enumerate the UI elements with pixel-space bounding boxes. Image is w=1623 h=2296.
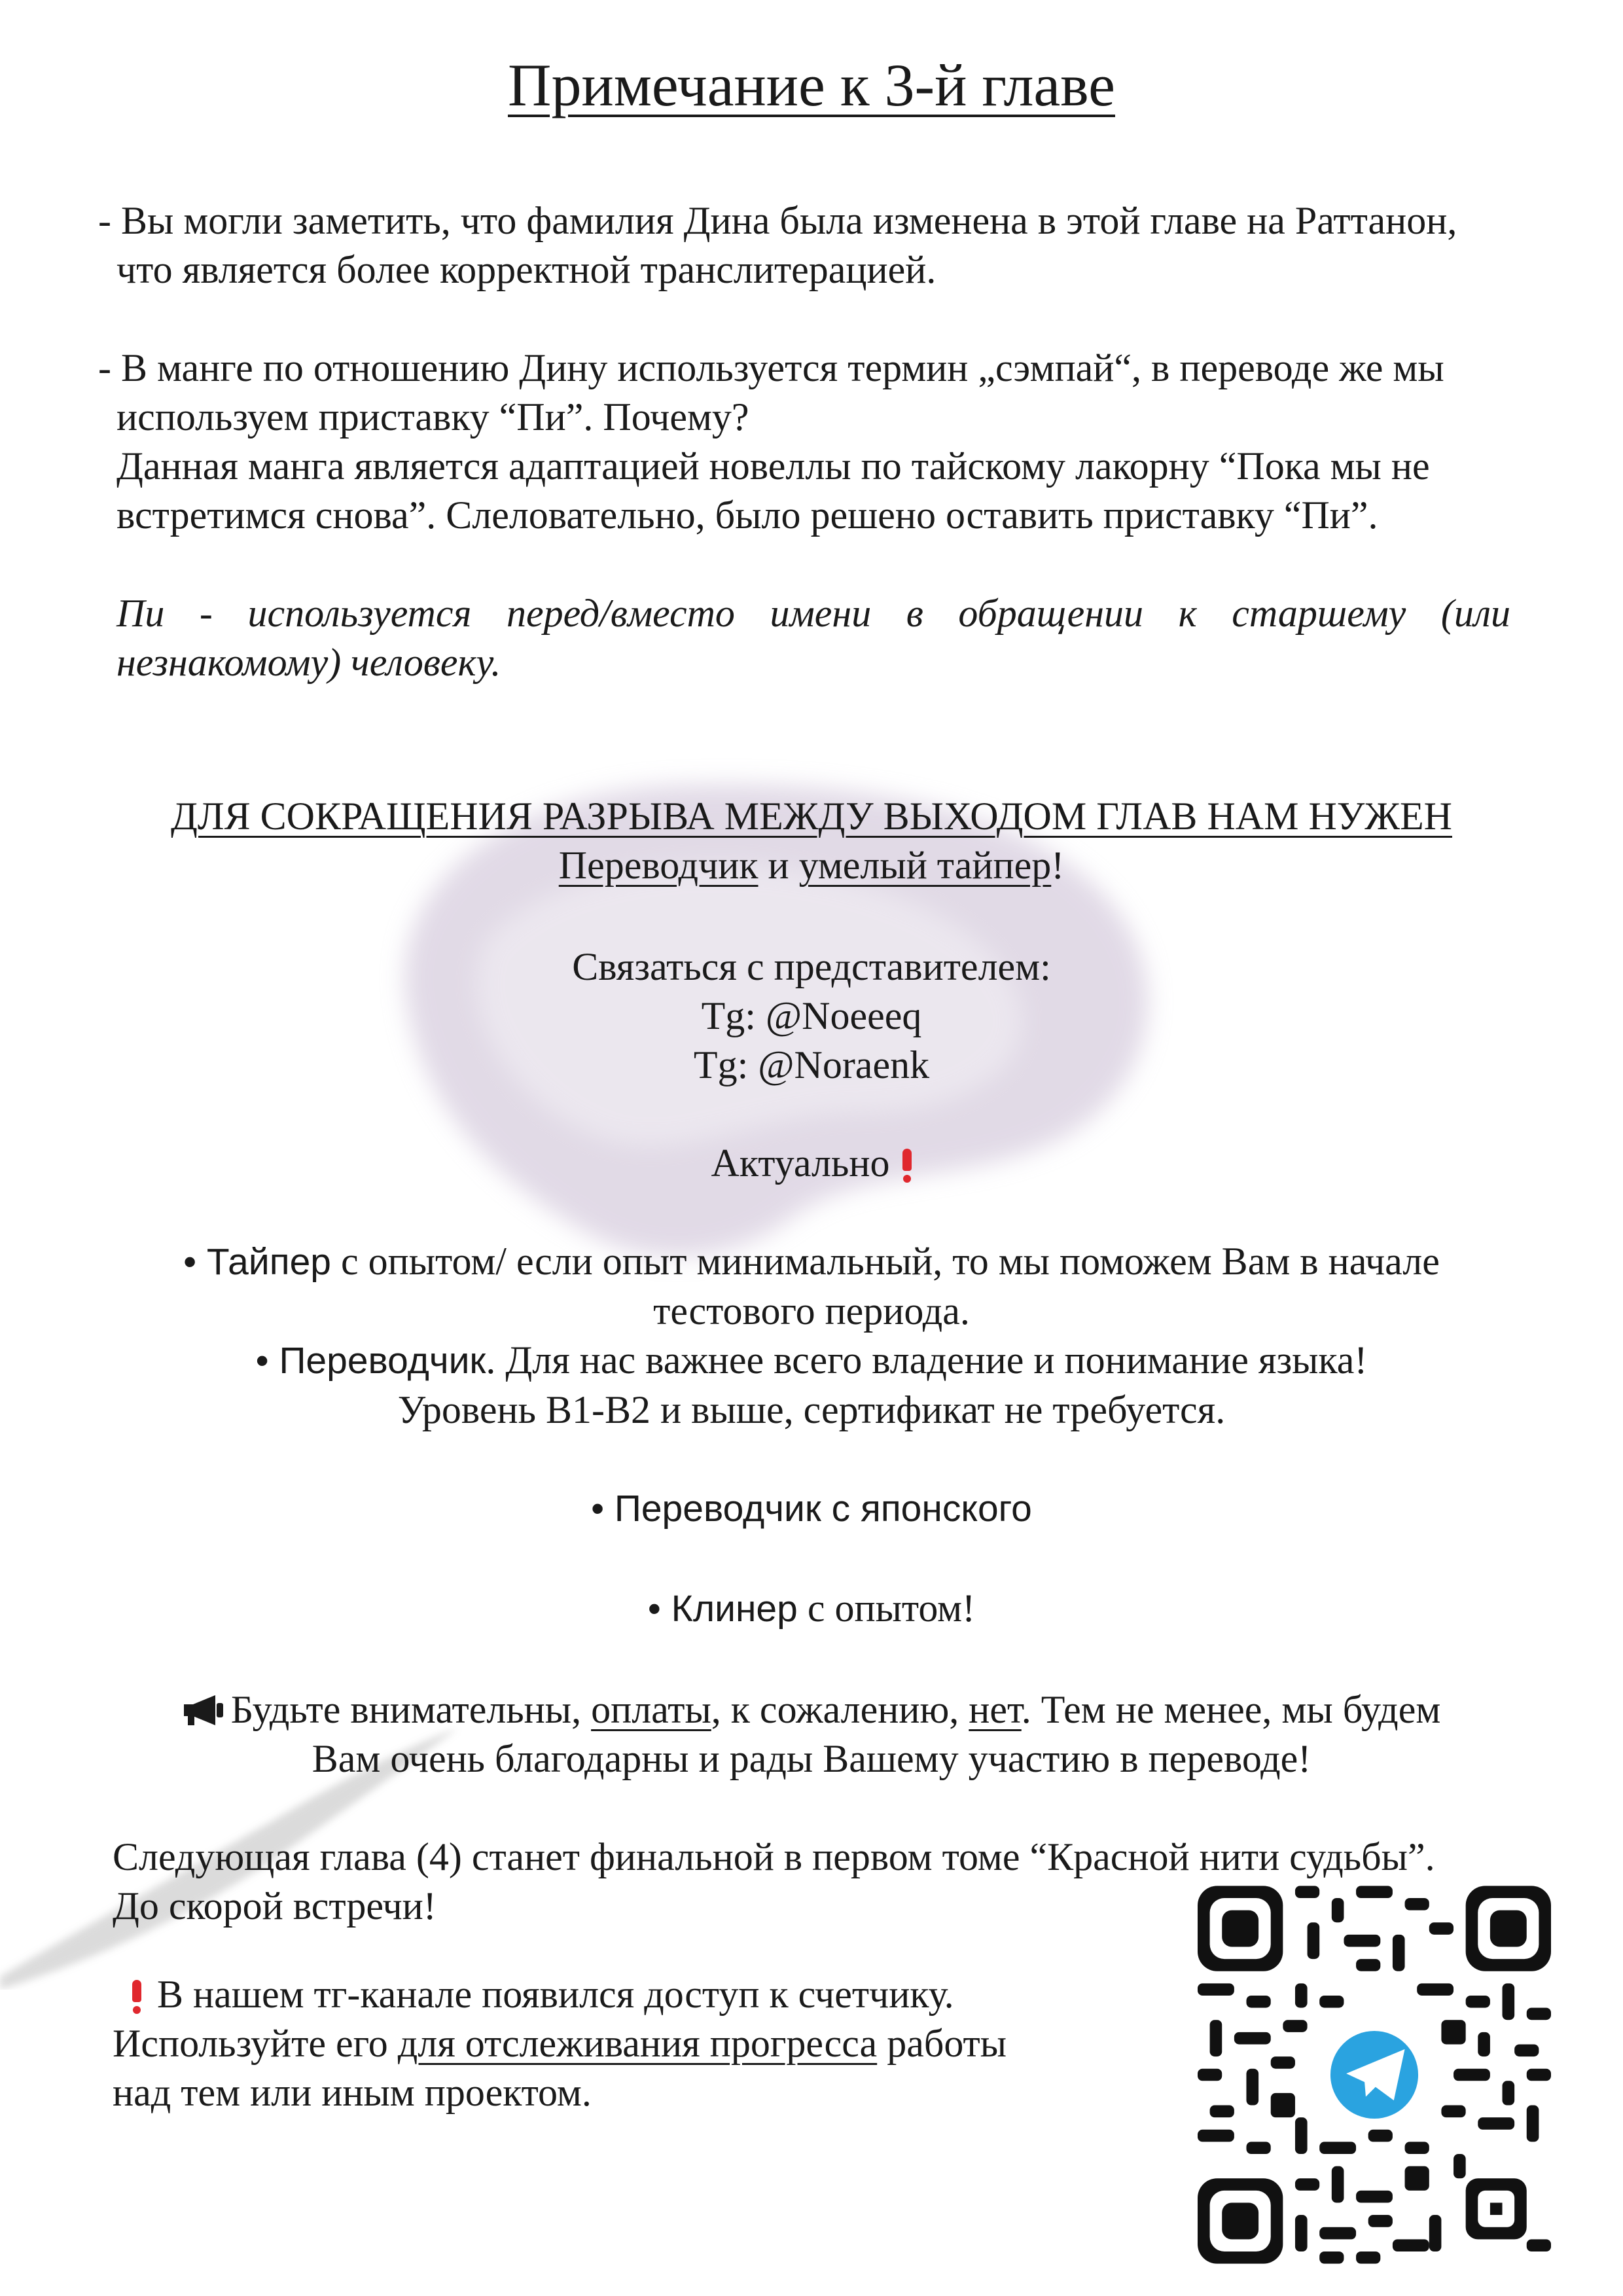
next-chapter-line1: Следующая глава (4) станет финальной в первом томе “Красной нити судьбы”. xyxy=(113,1835,1435,1878)
position-typer-desc2: тестового периода. xyxy=(653,1289,970,1333)
definition-line1: Пи - используется перед/вместо имени в обращении к старшему (или xyxy=(116,592,1510,635)
telegram-icon xyxy=(1321,2021,1428,2128)
actual-line xyxy=(0,1139,1623,1188)
payment-text-3: . Тем не менее, мы будем xyxy=(1021,1688,1441,1731)
note-prefix-line4: встретимся снова”. Слеловательно, было решено оставить приставку “Пи”. xyxy=(116,493,1378,537)
note-surname xyxy=(98,196,1531,295)
position-translator-desc: . Для нас важнее всего владение и понимание языка! xyxy=(486,1338,1368,1382)
payment-note xyxy=(0,1685,1623,1784)
position-translator: • Переводчик xyxy=(255,1340,486,1382)
exclamation-icon xyxy=(902,1149,912,1180)
position-typer: • Тайпер xyxy=(183,1241,331,1283)
payment-text-2: , к сожалению, xyxy=(711,1688,969,1731)
and-text: и xyxy=(768,844,789,887)
counter-line1: В нашем тг-канале появился доступ к счетчику. xyxy=(157,1973,954,2016)
typer-link[interactable]: умелый тайпер xyxy=(798,844,1052,887)
position-translator-desc2: Уровень B1-B2 и выше, сертификат не требуется. xyxy=(397,1388,1226,1431)
megaphone-icon xyxy=(183,1694,226,1727)
contact-tg-noeeeq[interactable]: Tg: @Noeeeq xyxy=(701,994,922,1037)
exclamation-icon xyxy=(132,1980,141,2011)
recruit-heading xyxy=(0,792,1623,890)
position-japanese-row xyxy=(0,1484,1623,1534)
position-cleaner-desc: с опытом! xyxy=(797,1587,976,1630)
recruit-heading-text: ДЛЯ СОКРАЩЕНИЯ РАЗРЫВА МЕЖДУ ВЫХОДОМ ГЛАВ НАМ НУЖЕН xyxy=(171,795,1452,838)
positions-list xyxy=(0,1237,1623,1435)
translator-link[interactable]: Переводчик xyxy=(558,844,758,887)
payment-word: оплаты xyxy=(591,1688,711,1731)
note-surname-line2: что является более корректной транслитерацией. xyxy=(116,248,936,291)
counter-line3: над тем или иным проектом. xyxy=(113,2071,592,2114)
payment-no-word: нет xyxy=(969,1688,1022,1731)
contact-tg-noraenk[interactable]: Tg: @Noraenk xyxy=(693,1043,930,1086)
contacts xyxy=(0,942,1623,1090)
payment-text-1: Будьте внимательны, xyxy=(230,1688,592,1731)
note-prefix-line3: Данная манга является адаптацией новеллы по тайскому лакорну “Пока мы не xyxy=(116,444,1430,488)
qr-code[interactable] xyxy=(1198,1885,1551,2265)
contact-label: Связаться с представителем: xyxy=(572,945,1051,988)
note-prefix xyxy=(98,344,1531,540)
position-cleaner: • Клинер xyxy=(647,1588,798,1630)
progress-link[interactable]: для отслеживания прогресса xyxy=(397,2022,878,2065)
next-chapter-line2: До скорой встречи! xyxy=(113,1884,437,1928)
position-cleaner-row xyxy=(0,1584,1623,1634)
note-surname-line1: - Вы могли заметить, что фамилия Дина была изменена в этой главе на Раттанон, xyxy=(98,199,1457,242)
payment-line2: Вам очень благодарны и рады Вашему участию в переводе! xyxy=(312,1737,1311,1780)
position-typer-desc: с опытом/ если опыт минимальный, то мы поможем Вам в начале xyxy=(330,1240,1440,1283)
note-prefix-line2: используем приставку “Пи”. Почему? xyxy=(116,395,749,439)
page-title: Примечание к 3-й главе xyxy=(508,52,1115,118)
counter-line2b: работы xyxy=(877,2022,1007,2065)
counter-note xyxy=(113,1970,1160,2117)
actual-label: Актуально xyxy=(711,1141,890,1185)
excl-text: ! xyxy=(1051,844,1065,887)
note-prefix-line1: - В манге по отношению Дину используется термин „сэмпай“, в переводе же мы xyxy=(98,346,1444,389)
definition-line2: незнакомому) человеку. xyxy=(116,641,501,684)
counter-line2a: Используйте его xyxy=(113,2022,398,2065)
definition xyxy=(116,589,1510,687)
position-japanese: • Переводчик с японского xyxy=(591,1488,1032,1530)
